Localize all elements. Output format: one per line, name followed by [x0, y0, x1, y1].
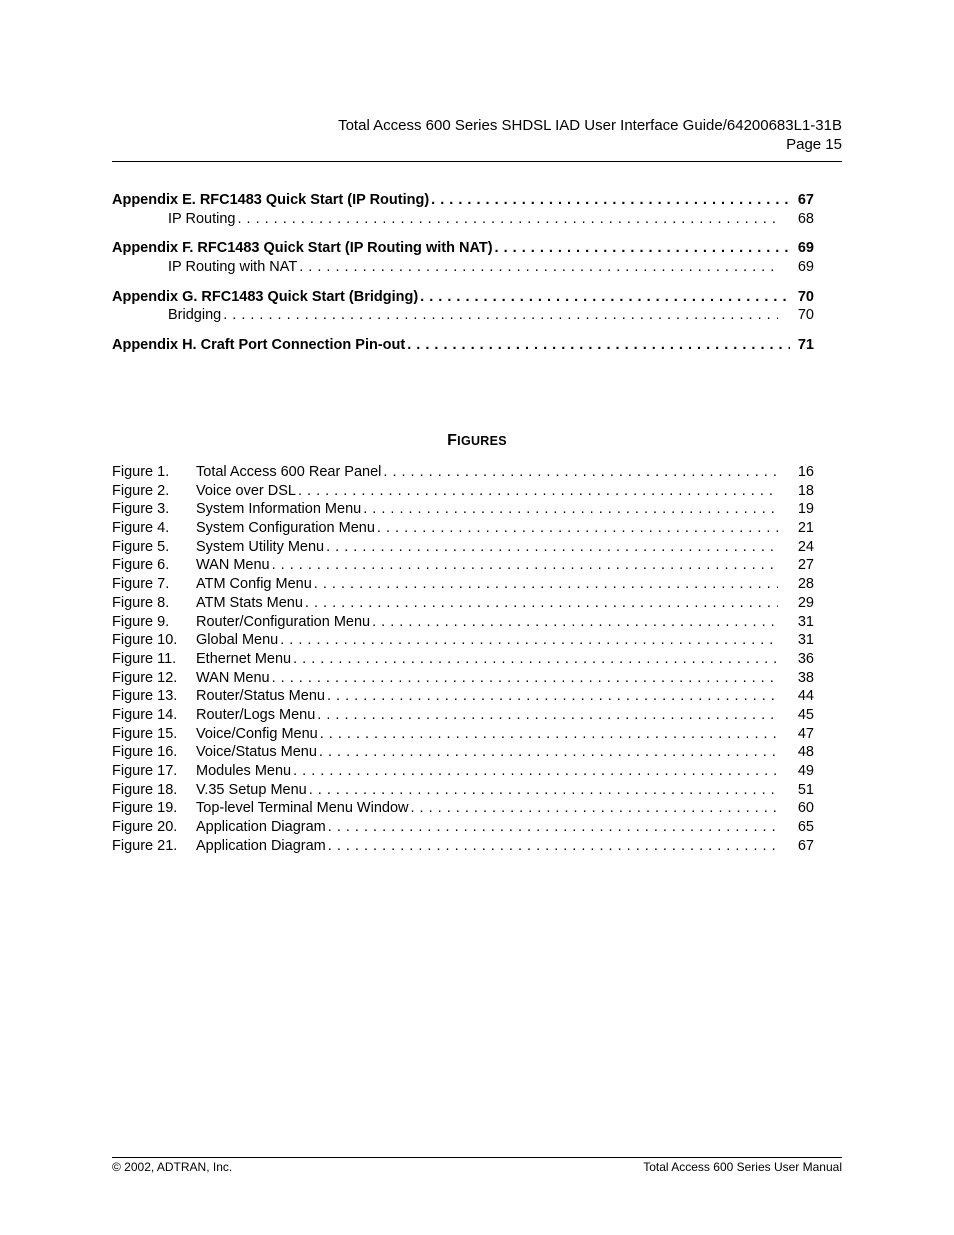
- toc-group: [112, 288, 814, 325]
- figure-title: Router/Logs Menu: [196, 706, 316, 723]
- figure-page: 16: [797, 464, 814, 480]
- dot-leader: [326, 837, 778, 856]
- figure-page: 48: [797, 744, 814, 761]
- figure-title: WAN Menu: [196, 669, 270, 686]
- figure-entry[interactable]: [112, 463, 814, 482]
- figures-list: [112, 463, 814, 855]
- figure-page: 49: [797, 763, 814, 779]
- figure-title: Voice/Config Menu: [196, 725, 318, 742]
- figure-title: ATM Config Menu: [196, 576, 312, 593]
- figure-number: Figure 14.: [112, 706, 178, 723]
- dot-leader: [325, 687, 778, 706]
- figure-title: Total Access 600 Rear Panel: [196, 464, 382, 480]
- dot-leader: [318, 725, 778, 744]
- figure-number: Figure 4.: [112, 520, 170, 537]
- dot-leader: [429, 191, 790, 210]
- dot-leader: [297, 258, 778, 277]
- figure-page: 38: [797, 669, 814, 686]
- figure-page: 45: [797, 706, 814, 723]
- figure-number: Figure 11.: [112, 650, 177, 667]
- figure-title: Application Diagram: [196, 837, 326, 854]
- dot-leader: [370, 613, 778, 632]
- figure-title: WAN Menu: [196, 557, 270, 574]
- toc-entry-section[interactable]: [112, 258, 814, 277]
- toc-entry-section[interactable]: [112, 210, 814, 229]
- figure-page: 28: [797, 576, 814, 593]
- figure-page: 18: [797, 482, 814, 499]
- figure-entry[interactable]: [112, 538, 814, 557]
- dot-leader: [303, 594, 778, 613]
- dot-leader: [317, 743, 778, 762]
- figure-entry[interactable]: [112, 781, 814, 800]
- toc-entry-title: Appendix E. RFC1483 Quick Start (IP Routing): [112, 192, 430, 208]
- toc-entry-title: Appendix G. RFC1483 Quick Start (Bridging): [112, 288, 419, 305]
- toc-entry-page: 70: [797, 288, 814, 305]
- figure-entry[interactable]: [112, 706, 814, 725]
- figure-page: 47: [797, 725, 814, 742]
- toc-entry-title: Bridging: [168, 307, 222, 324]
- dot-leader: [324, 538, 778, 557]
- figure-number: Figure 20.: [112, 819, 178, 836]
- figure-entry[interactable]: [112, 725, 814, 744]
- figure-page: 36: [797, 650, 814, 667]
- figure-number: Figure 9.: [112, 613, 170, 630]
- dot-leader: [361, 500, 778, 519]
- footer-manual-title: Total Access 600 Series User Manual: [643, 1160, 842, 1174]
- toc-entry-appendix[interactable]: [112, 288, 814, 307]
- toc-group: [112, 336, 814, 355]
- figure-entry[interactable]: [112, 762, 814, 781]
- toc-entry-appendix[interactable]: [112, 336, 814, 355]
- figure-entry[interactable]: [112, 818, 814, 837]
- figures-heading-rest: IGURES: [457, 434, 507, 448]
- dot-leader: [326, 818, 778, 837]
- figure-title: Voice/Status Menu: [196, 744, 317, 761]
- dot-leader: [307, 781, 778, 800]
- figure-page: 27: [797, 557, 814, 574]
- figure-page: 21: [797, 520, 814, 537]
- figure-number: Figure 3.: [112, 501, 170, 518]
- figure-number: Figure 1.: [112, 464, 170, 480]
- figure-number: Figure 18.: [112, 781, 178, 798]
- figure-page: 51: [797, 781, 814, 798]
- figure-number: Figure 7.: [112, 576, 170, 593]
- figure-page: 65: [797, 819, 814, 836]
- figure-title: Global Menu: [196, 632, 279, 649]
- figure-number: Figure 17.: [112, 763, 178, 779]
- figure-page: 29: [797, 594, 814, 611]
- footer-copyright: © 2002, ADTRAN, Inc.: [112, 1160, 233, 1174]
- figure-entry[interactable]: [112, 687, 814, 706]
- figure-entry[interactable]: [112, 650, 814, 669]
- figure-entry[interactable]: [112, 556, 814, 575]
- figure-entry[interactable]: [112, 500, 814, 519]
- figure-title: ATM Stats Menu: [196, 594, 303, 611]
- figure-title: System Configuration Menu: [196, 520, 375, 537]
- toc-entry-section[interactable]: [112, 306, 814, 325]
- figure-page: 31: [797, 613, 814, 630]
- figure-title: Top-level Terminal Menu Window: [196, 800, 409, 817]
- figure-title: Router/Status Menu: [196, 688, 325, 705]
- figure-number: Figure 6.: [112, 557, 170, 574]
- figure-number: Figure 5.: [112, 538, 170, 555]
- dot-leader: [418, 288, 790, 307]
- toc-entry-page: 69: [797, 240, 814, 257]
- toc-entry-appendix[interactable]: [112, 239, 814, 258]
- figure-number: Figure 12.: [112, 669, 178, 686]
- figure-title: Voice over DSL: [196, 482, 296, 499]
- figure-entry[interactable]: [112, 519, 814, 538]
- figure-number: Figure 8.: [112, 594, 170, 611]
- figures-heading-initial: F: [447, 432, 458, 449]
- figure-entry[interactable]: [112, 799, 814, 818]
- dot-leader: [270, 669, 778, 688]
- figure-entry[interactable]: [112, 743, 814, 762]
- figure-page: 44: [797, 688, 814, 705]
- figure-entry[interactable]: [112, 575, 814, 594]
- figure-title: System Information Menu: [196, 501, 362, 518]
- figure-number: Figure 21.: [112, 837, 178, 854]
- toc-entry-title: Appendix H. Craft Port Connection Pin-out: [112, 337, 406, 354]
- figure-number: Figure 19.: [112, 800, 178, 817]
- figure-title: Modules Menu: [196, 763, 292, 779]
- header-title: Total Access 600 Series SHDSL IAD User Interface Guide/64200683L1-31B: [338, 117, 842, 134]
- appendix-toc: [112, 191, 814, 366]
- header-rule: [112, 161, 842, 162]
- toc-group: [112, 239, 814, 276]
- footer-rule: [112, 1157, 842, 1158]
- toc-group: [112, 191, 814, 228]
- figure-page: 31: [797, 632, 814, 649]
- figures-heading: [112, 432, 842, 450]
- figure-page: 60: [797, 800, 814, 817]
- figure-number: Figure 10.: [112, 632, 178, 649]
- header-page-number: Page 15: [786, 136, 842, 153]
- figure-title: Ethernet Menu: [196, 650, 292, 667]
- dot-leader: [270, 556, 778, 575]
- figure-number: Figure 15.: [112, 725, 178, 742]
- toc-entry-title: IP Routing: [168, 210, 236, 227]
- figure-title: System Utility Menu: [196, 538, 325, 555]
- dot-leader: [405, 336, 790, 355]
- figure-title: Router/Configuration Menu: [196, 613, 371, 630]
- page-header: [338, 116, 842, 154]
- dot-leader: [493, 239, 790, 258]
- figure-entry[interactable]: [112, 631, 814, 650]
- dot-leader: [235, 210, 778, 229]
- dot-leader: [291, 650, 778, 669]
- dot-leader: [312, 575, 778, 594]
- figure-number: Figure 16.: [112, 744, 178, 761]
- dot-leader: [375, 519, 778, 538]
- figure-page: 67: [797, 837, 814, 854]
- figure-entry[interactable]: [112, 613, 814, 632]
- dot-leader: [221, 306, 778, 325]
- figure-page: 24: [797, 538, 814, 555]
- toc-entry-page: 70: [797, 307, 814, 324]
- dot-leader: [409, 799, 779, 818]
- toc-entry-title: IP Routing with NAT: [168, 259, 298, 276]
- figure-entry[interactable]: [112, 669, 814, 688]
- figure-entry[interactable]: [112, 837, 814, 856]
- toc-entry-appendix[interactable]: [112, 191, 814, 210]
- dot-leader: [291, 762, 778, 781]
- toc-entry-page: 68: [797, 210, 814, 227]
- figure-number: Figure 2.: [112, 482, 170, 499]
- dot-leader: [278, 631, 778, 650]
- toc-entry-title: Appendix F. RFC1483 Quick Start (IP Routing with NAT): [112, 240, 493, 257]
- figure-page: 19: [797, 501, 814, 518]
- figure-title: V.35 Setup Menu: [196, 781, 307, 798]
- figure-entry[interactable]: [112, 594, 814, 613]
- toc-entry-page: 71: [797, 337, 814, 354]
- dot-leader: [315, 706, 778, 725]
- toc-entry-page: 67: [797, 192, 814, 208]
- figure-title: Application Diagram: [196, 819, 326, 836]
- dot-leader: [296, 482, 778, 501]
- figure-number: Figure 13.: [112, 688, 178, 705]
- dot-leader: [381, 463, 778, 482]
- figure-entry[interactable]: [112, 482, 814, 501]
- toc-entry-page: 69: [797, 259, 814, 276]
